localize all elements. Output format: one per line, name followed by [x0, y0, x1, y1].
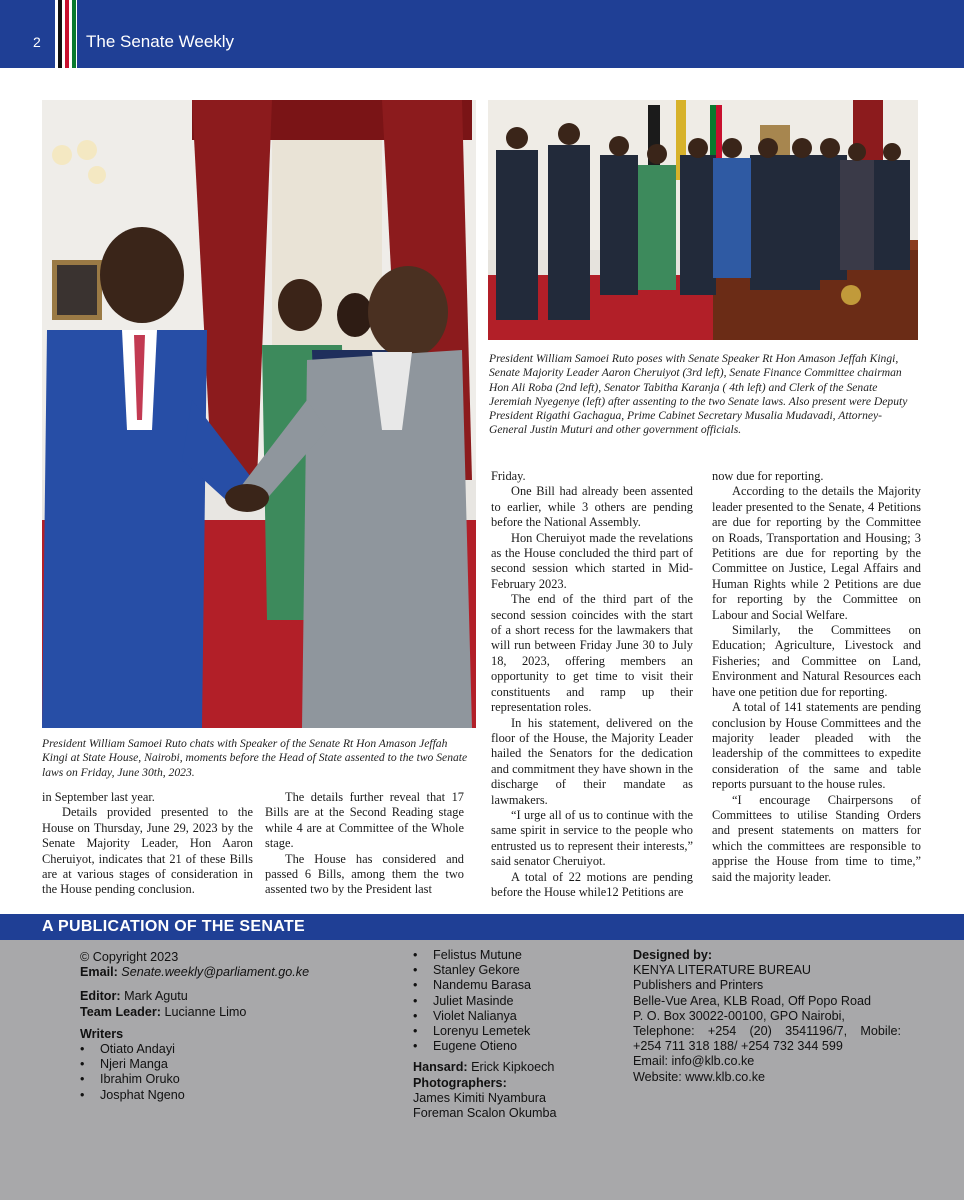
publication-title: The Senate Weekly	[86, 32, 235, 51]
list-item: • Ibrahim Oruko	[80, 1072, 400, 1087]
article-column-2	[265, 790, 464, 898]
credits-column-2	[413, 948, 623, 1121]
email-line: Email: Senate.weekly@parliament.go.ke	[80, 965, 310, 980]
designer-line: P. O. Box 30022-00100, GPO Nairobi,	[633, 1008, 845, 1023]
photo-group-senate-leaders	[488, 100, 918, 340]
paragraph: A total of 141 statements are pending conclusion by House Committees and the majority leader pleaded with the leadership of the committees to expedite consideration of the same and table reports pursuant to the house rules.	[712, 700, 921, 792]
publication-bar-label: A PUBLICATION OF THE SENATE	[42, 918, 305, 935]
designed-by-heading: Designed by:	[633, 948, 713, 962]
paragraph: According to the details the Majority leader presented to the Senate, 4 Petitions are due for reporting by the Committee on Roads, Transportation and Housing; 3 Petitions are due for reporting by the Committee on Justice, Legal Affairs and Human Rights while 2 Petitions are due for reporting by the Committee on Labour and Social Welfare.	[712, 484, 921, 622]
list-item: Foreman Scalon Okumba	[413, 1106, 557, 1121]
paragraph: Details provided presented to the House on Thursday, June 29, 2023 by the Senate Majority Leader, Hon Aaron Cheruiyot, indicates that 21 of these Bills are at various stages of consideration in the House pending conclusion.	[42, 805, 253, 897]
paragraph: The details further reveal that 17 Bills are at the Second Reading stage while 4 are at Committee of the Whole stage.	[265, 790, 464, 851]
list-item: • Felistus Mutune	[413, 948, 623, 963]
paragraph: One Bill had already been assented to earlier, while 3 others are pending before the National Assembly.	[491, 484, 693, 530]
article-column-3	[491, 469, 693, 900]
designer-line: Publishers and Printers	[633, 978, 764, 993]
credits-footer	[0, 940, 964, 1200]
email-link[interactable]: Senate.weekly@parliament.go.ke	[121, 965, 310, 980]
paragraph: A total of 22 motions are pending before the House while12 Petitions are	[491, 869, 693, 899]
page-number: 2	[33, 34, 41, 50]
paragraph: In his statement, delivered on the floor of the House, the Majority Leader hailed the Senators for the dedication and commitment they have shown in the discharge of their mandate as lawmakers.	[491, 715, 693, 807]
list-item: • Stanley Gekore	[413, 963, 623, 978]
list-item: • Nandemu Barasa	[413, 978, 623, 993]
list-item: James Kimiti Nyambura	[413, 1090, 546, 1105]
designer-line: Belle-Vue Area, KLB Road, Off Popo Road	[633, 993, 872, 1008]
designer-line: +254 711 318 188/ +254 732 344 599	[633, 1039, 843, 1054]
page-header	[0, 0, 964, 68]
list-item: • Violet Nalianya	[413, 1009, 623, 1024]
credits-column-3	[633, 948, 901, 1085]
designer-email[interactable]: Email: info@klb.co.ke	[633, 1054, 755, 1069]
designer-website[interactable]: Website: www.klb.co.ke	[633, 1069, 766, 1084]
credits-column-1	[80, 950, 400, 1103]
list-item: • Eugene Otieno	[413, 1039, 623, 1054]
hansard-line: Hansard: Erick Kipkoech	[413, 1060, 555, 1075]
paragraph: Similarly, the Committees on Education; Agriculture, Livestock and Fisheries; and Committee on Land, Environment and Natural Resources each have one petition due for reporting.	[712, 623, 921, 699]
paragraph: “I urge all of us to continue with the same spirit in service to the people who entrusted us to represent their interests,” said senator Cheruiyot.	[491, 807, 693, 869]
paragraph: The end of the third part of the second session coincides with the start of a short recess for the lawmakers that will run between Friday June 30 to July 18, 2023, offering members an opportunity to get time to visit their constituents and ramp up their representation roles.	[491, 592, 693, 715]
article-column-4	[712, 469, 921, 885]
writers-heading: Writers	[80, 1026, 124, 1041]
editor-line: Editor: Mark Agutu	[80, 989, 188, 1004]
paragraph: now due for reporting.	[712, 469, 824, 483]
designer-line: KENYA LITERATURE BUREAU	[633, 963, 811, 978]
paragraph: The House has considered and passed 6 Bills, among them the two assented two by the President last	[265, 851, 464, 897]
article-column-1	[42, 790, 253, 898]
kenya-flag-stripe	[55, 0, 77, 68]
photographers-heading: Photographers:	[413, 1075, 507, 1090]
list-item: • Juliet Masinde	[413, 994, 623, 1009]
paragraph: Friday.	[491, 469, 526, 483]
photo-caption-top-right: President William Samoei Ruto poses with Senate Speaker Rt Hon Amason Jeffah Kingi, Senate Majority Leader Aaron Cheruiyot (3rd left), Senate Finance Committee chairman Hon Ali Roba (2nd left), Senator Tabitha Karanja ( 4th left) and Clerk of the Senate Jeremiah Nyegenye (left) after assenting to the two Senate laws. Also present were Deputy President Rigathi Gachagua, Prime Cabinet Secretary Musalia Mudavadi, Attorney-General Justin Muturi and other government officials.	[489, 352, 908, 437]
photo-caption-left: President William Samoei Ruto chats with Speaker of the Senate Rt Hon Amason Jeffah Kingi at State House, Nairobi, moments before the Head of State assented to the two Senate laws on Friday, June 30th, 2023.	[42, 737, 468, 779]
list-item: • Josphat Ngeno	[80, 1088, 400, 1103]
paragraph: in September last year.	[42, 790, 155, 804]
paragraph: Hon Cheruiyot made the revelations as the House concluded the third part of second session which started in Mid-February 2023.	[491, 530, 693, 591]
designer-line: Telephone: +254 (20) 3541196/7, Mobile:	[633, 1024, 901, 1039]
photo-handshake	[42, 100, 476, 728]
publication-bar	[0, 914, 964, 940]
paragraph: “I encourage Chairpersons of Committees to utilise Standing Orders and present statements on matters for which the committees are responsible to apprise the House from time to time,” said the majority leader.	[712, 792, 921, 884]
team-leader-line: Team Leader: Lucianne Limo	[80, 1004, 247, 1019]
list-item: • Otiato Andayi	[80, 1042, 400, 1057]
list-item: • Njeri Manga	[80, 1057, 400, 1072]
list-item: • Lorenyu Lemetek	[413, 1024, 623, 1039]
copyright: © Copyright 2023	[80, 950, 179, 964]
